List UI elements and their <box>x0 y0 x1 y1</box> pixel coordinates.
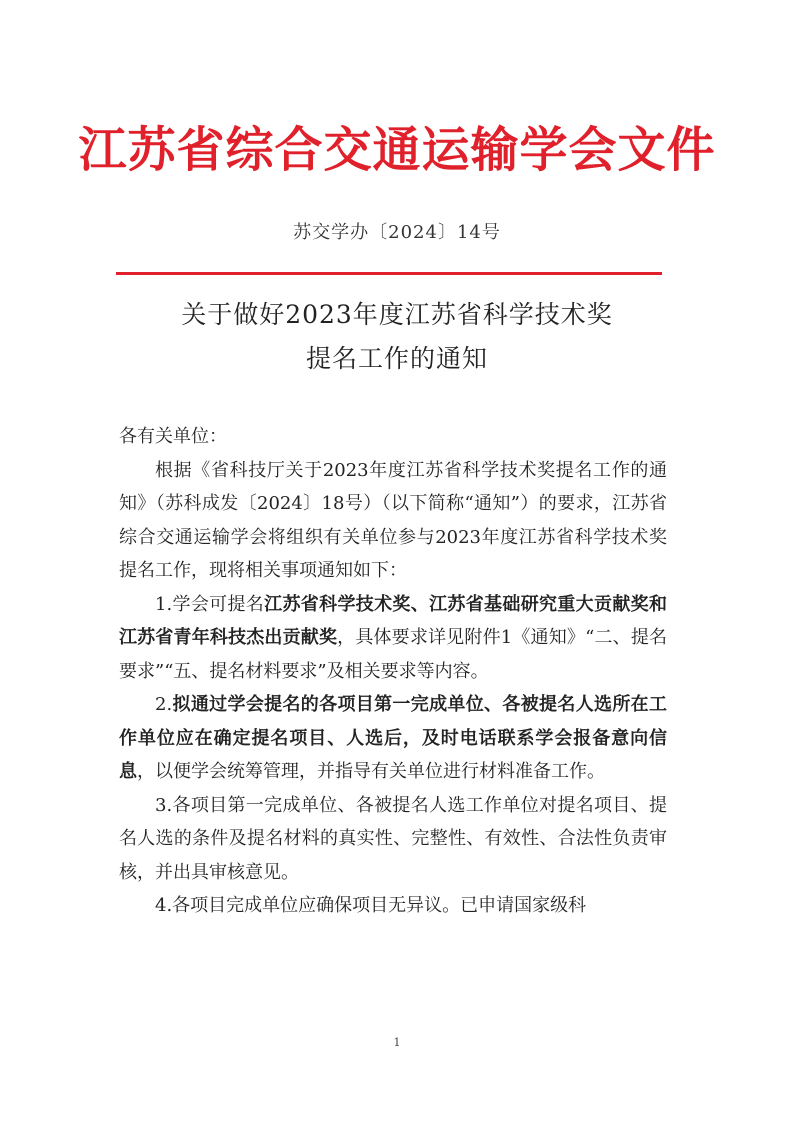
red-divider-line <box>116 272 662 275</box>
notice-body <box>119 420 667 923</box>
item-1-suffix: ，具体要求详见附件1《通知》“二、提名要求”“五、提名材料要求”及相关要求等内容。 <box>119 627 667 682</box>
notice-title-line-1: 关于做好2023年度江苏省科学技术奖 <box>181 300 613 329</box>
notice-title <box>0 293 794 381</box>
item-2-bold-text: 拟通过学会提名的各项目第一完成单位、各被提名人选所在工作单位应在确定提名项目、人选后，及时电话联系学会报备意向信息 <box>119 694 667 782</box>
item-1-prefix: 1.学会可提名 <box>155 593 265 615</box>
intro-paragraph: 根据《省科技厅关于2023年度江苏省科学技术奖提名工作的通知》（苏科成发〔2024〕18号）（以下简称“通知”）的要求，江苏省综合交通运输学会将组织有关单位参与2023年度江苏省科学技术奖提名工作，现将相关事项通知如下： <box>119 459 667 581</box>
item-2-prefix: 2. <box>155 694 173 715</box>
item-2-suffix: ，以便学会统筹管理，并指导有关单位进行材料准备工作。 <box>137 761 605 782</box>
item-3-paragraph: 3.各项目第一完成单位、各被提名人选工作单位对提名项目、提名人选的条件及提名材料的真实性、完整性、有效性、合法性负责审核，并出具审核意见。 <box>119 794 667 883</box>
document-number: 苏交学办〔2024〕14号 <box>293 222 501 243</box>
salutation: 各有关单位： <box>119 426 227 447</box>
item-1-paragraph <box>119 588 667 689</box>
item-2-paragraph <box>119 688 667 789</box>
page-number: 1 <box>393 1036 401 1049</box>
masthead-title: 江苏省综合交通运输学会文件 <box>78 122 716 178</box>
item-4-paragraph: 4.各项目完成单位应确保项目无异议。已申请国家级科 <box>155 895 587 916</box>
notice-title-line-2: 提名工作的通知 <box>305 344 488 373</box>
item-1-bold-text: 江苏省科学技术奖、江苏省基础研究重大贡献奖和江苏省青年科技杰出贡献奖 <box>119 593 667 648</box>
